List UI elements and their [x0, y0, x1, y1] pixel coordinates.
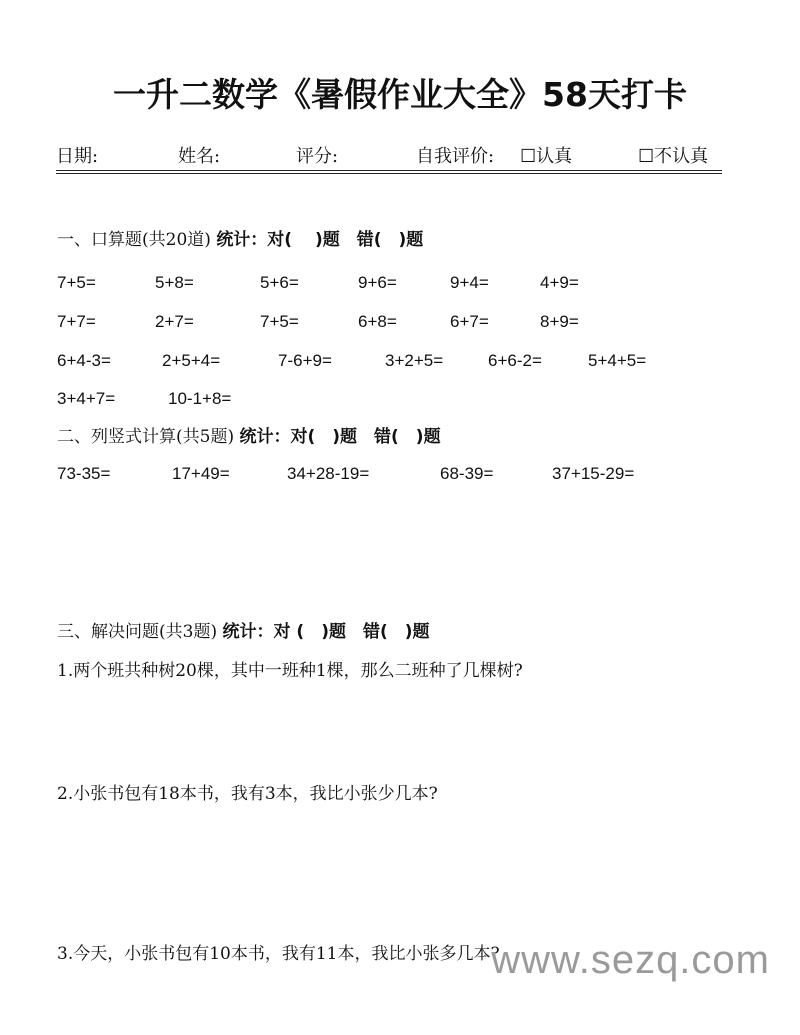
header-rule — [56, 173, 722, 174]
oral-problem: 5+6= — [260, 273, 299, 292]
question-2: 2.小张书包有18本书，我有3本，我比小张少几本? — [57, 784, 438, 804]
name-label: 姓名: — [178, 146, 221, 167]
section-1-heading: 一、口算题(共20道) 统计：对( )题 错( )题 — [57, 230, 424, 250]
oral-problem: 7-6+9= — [278, 351, 332, 370]
vertical-problem: 37+15-29= — [552, 464, 635, 483]
vertical-problem: 34+28-19= — [287, 464, 370, 483]
vertical-problem: 17+49= — [172, 464, 230, 483]
oral-problem: 6+4-3= — [57, 351, 111, 370]
oral-problem: 5+4+5= — [588, 351, 647, 370]
header-rule — [56, 170, 722, 171]
oral-problem: 7+5= — [260, 312, 299, 331]
self-eval-label: 自我评价: — [416, 146, 495, 167]
vertical-problem: 73-35= — [57, 464, 111, 483]
oral-problem: 2+5+4= — [162, 351, 221, 370]
oral-problem: 9+4= — [450, 273, 489, 292]
oral-problem: 6+8= — [358, 312, 397, 331]
question-3: 3.今天，小张书包有10本书，我有11本，我比小张多几本? — [57, 944, 500, 964]
page-title: 一升二数学《暑假作业大全》58天打卡 — [113, 75, 687, 114]
oral-problem: 2+7= — [155, 312, 194, 331]
oral-problem: 5+8= — [155, 273, 194, 292]
watermark: www.sezq.com — [491, 938, 770, 982]
oral-problem: 4+9= — [540, 273, 579, 292]
oral-problem: 3+4+7= — [57, 389, 116, 408]
score-label: 评分: — [296, 146, 339, 167]
oral-problem: 6+7= — [450, 312, 489, 331]
vertical-problem: 68-39= — [440, 464, 494, 483]
question-1: 1.两个班共种树20棵，其中一班种1棵，那么二班种了几棵树? — [57, 661, 523, 681]
oral-problem: 10-1+8= — [168, 389, 232, 408]
serious-checkbox[interactable]: ☐认真 — [520, 146, 573, 167]
oral-problem: 3+2+5= — [385, 351, 444, 370]
oral-problem: 6+6-2= — [488, 351, 542, 370]
oral-problem: 9+6= — [358, 273, 397, 292]
section-2-heading: 二、列竖式计算(共5题) 统计：对( )题 错( )题 — [57, 427, 441, 447]
oral-problem: 8+9= — [540, 312, 579, 331]
oral-problem: 7+7= — [57, 312, 96, 331]
section-3-heading: 三、解决问题(共3题) 统计：对 ( )题 错( )题 — [57, 622, 430, 642]
date-label: 日期: — [56, 146, 99, 167]
not-serious-checkbox[interactable]: ☐不认真 — [638, 146, 709, 167]
oral-problem: 7+5= — [57, 273, 96, 292]
